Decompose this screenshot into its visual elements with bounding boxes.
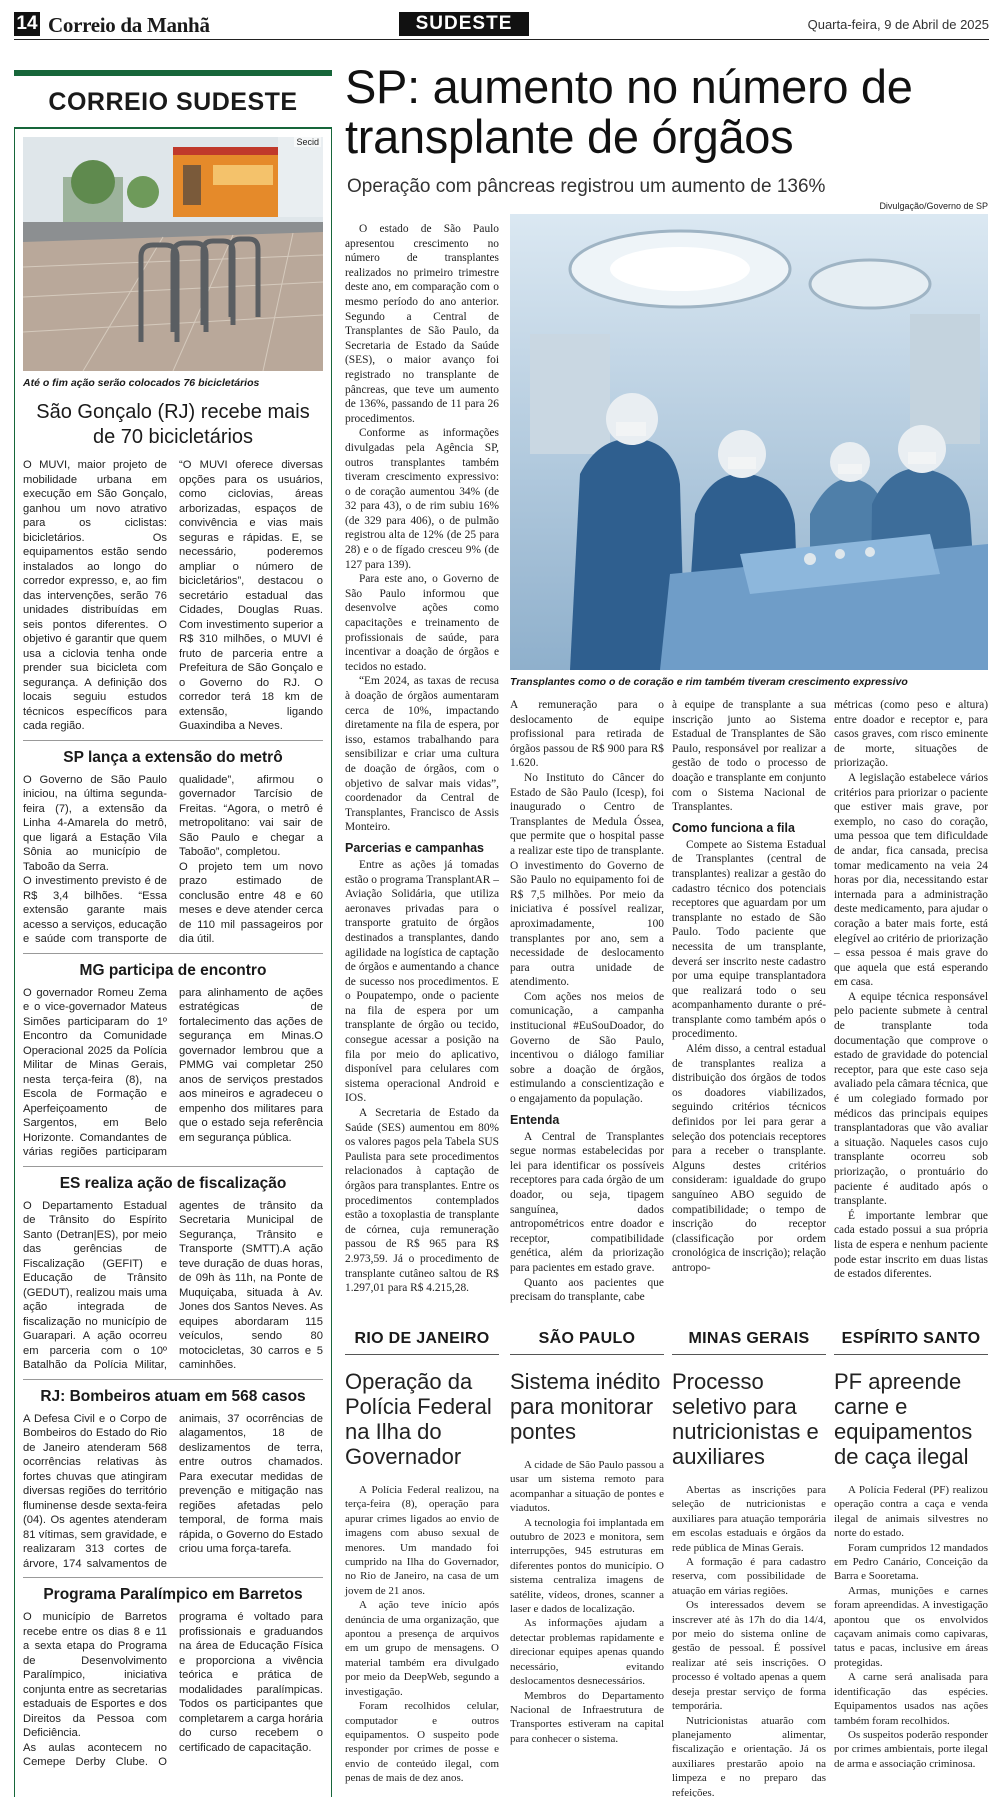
region-label: ESPÍRITO SANTO (834, 1330, 988, 1355)
region-body (345, 1483, 499, 1786)
surgery-illustration (510, 214, 988, 670)
paragraph: Armas, munições e carnes foram apreendidas. A investigação apontou que os envolvidos caçavam animais como capivaras, tatus e pacas, inclusive em áreas protegidas. (834, 1584, 988, 1669)
paragraph: A legislação estabelece vários critérios para priorizar o paciente que estiver mais grave, por exemplo, no caso do coração, uma pessoa que tem dificuldade de andar, fica cansada, precisa tomar medicamento na veia 24 horas por dia, necessitando estar internada para a administração deste medicamento, para ajudar o coração a bater mais forte, está elegível ao critério de priorização – essa pessoa é mais grave do que aquela que está esperando em casa. (834, 771, 988, 989)
paragraph: É importante lembrar que cada estado possui a sua própria lista de espera e nenhum paciente pode estar inscrito em duas listas de estados diferentes. (834, 1209, 988, 1281)
sidebar-box (14, 127, 332, 1797)
sidebar-photo-caption: Até o fim ação serão colocados 76 bicicletários (23, 377, 260, 389)
paragraph: A equipe técnica responsável pelo paciente submete à central de transplante toda documentação que comprove o estado de gravidade do potencial receptor, para que este caso seja avaliado pela câmara técnica, que é um colegiado formado por médicos das principais equipes transplantadoras que vão avaliar a situação. Naqueles casos cujo transplante ocorreu sob priorização, o prontuário do paciente é auditado após o transplante. (834, 990, 988, 1208)
paragraph: “O MUVI oferece diversas opções para os usuários, como ciclovias, áreas arborizadas, espaços de convivência e vias mais seguras e rápidas. E, se necessário, poderemos ampliar o número de bicicletários”, destacou o secretário estadual das Cidades, Douglas Ruas. Com investimento superior a R$ 310 milhões, o MUVI é fruto de parceria entre a Prefeitura de São Gonçalo e o Governo do RJ. O corredor terá 18 km de extensão, ligando Guaxindiba a Neves. (179, 459, 323, 732)
story-headline-barretos: Programa Paralímpico em Barretos (43, 1586, 303, 1603)
main-column-4 (834, 698, 988, 1282)
divider (23, 740, 323, 741)
paragraph: A Polícia Federal (PF) realizou operação contra a caça e venda ilegal de animais silvestres no norte do estado. (834, 1484, 988, 1540)
paragraph: métricas (como peso e altura) entre doador e receptor e, para casos graves, com risco eminente de morte, situações de priorização. (834, 699, 988, 770)
bike-rack-illustration (23, 137, 323, 371)
story-headline-es: ES realiza ação de fiscalização (59, 1174, 287, 1192)
section-name: SUDESTE (399, 12, 529, 36)
subhead-como-funciona: Como funciona a fila (672, 820, 795, 835)
newspaper-name: Correio da Manhã (48, 13, 210, 37)
region-label: RIO DE JANEIRO (345, 1330, 499, 1355)
main-photo-credit: Divulgação/Governo de SP (879, 201, 988, 211)
region-headline: Processo seletivo para nutricionistas e auxiliares (672, 1369, 819, 1469)
bike-rack-photo (23, 137, 323, 371)
paragraph: Além disso, a central estadual de transplantes realiza a distribuição dos órgãos de todos os doadores viabilizados, seguindo critérios técnicos definidos por lei para gerar a seleção dos potenciais receptores para a receber o transplante. Alguns destes critérios consideram: igualdade do grupo sanguíneo ABO seguido de compatibilidade; o tempo de inscrição do receptor (classificação por ordem cronológica de inscrição); relação antropo- (672, 1043, 827, 1274)
region-minas-gerais (672, 1330, 826, 1797)
main-column-3 (672, 698, 826, 1276)
story-body-barretos (23, 1610, 323, 1770)
paragraph: Quanto aos pacientes que precisam do transplante, cabe (510, 1276, 664, 1304)
paragraph: Conforme as informações divulgadas pela Agência SP, outros transplantes também tiveram crescimento expressivo: o de coração aumentou 34% (de 32 para 43), o de rim subiu 16% (de 329 para 406), o de pulmão registrou alta de 12% (de 25 para 28) e o de fígado cresceu 9% (de 127 para 139). (345, 427, 499, 571)
paragraph: A Central de Transplantes segue normas estabelecidas por lei para identificar os possíveis receptores para cada órgão de um doador, ou seja, tipagem sanguínea, dados antropométricos entre doador e receptor, compatibilidade genética, além da priorização para pacientes em estado grave. (510, 1130, 664, 1274)
paragraph: A Polícia Federal realizou, na terça-feira (8), operação para apurar crimes ligados ao envio de imagens com abuso sexual de menores. Um mandado foi cumprido na Ilha do Governador, no Rio de Janeiro, na casa de um jovem de 21 anos. (345, 1484, 499, 1597)
story-headline-mg: MG participa de encontro (79, 961, 267, 979)
paragraph: O Governo de São Paulo iniciou, na última segunda-feira (7), a extensão da Linha 4-Amarela do metrô, que ligará a Estação Vila Sônia ao município de Taboão da Serra. (23, 773, 167, 873)
paragraph: Membros do Departamento Nacional de Infraestrutura de Transportes estiveram na capital para conhecer o sistema. (510, 1689, 664, 1745)
main-subhead: Operação com pâncreas registrou um aumento de 136% (347, 176, 826, 197)
story-body-sao-goncalo (23, 458, 323, 734)
story-body-es (23, 1199, 323, 1373)
paragraph: A Secretaria de Estado da Saúde (SES) aumentou em 80% os valores pagos pela Tabela SUS Paulista para sete procedimentos relacionados à captação de órgãos para transplantes. Entre os procedimentos contemplados estão a toxoplastia de transplante de córnea, cuja remuneração passou de R$ 965 para R$ 2.973,59. Já o procedimento de transplante cutâneo saltou de R$ 1.297,01 para R$ 4.215,28. (345, 1107, 499, 1295)
region-headline: Operação da Polícia Federal na Ilha do Governador (345, 1369, 492, 1469)
divider (23, 1379, 323, 1380)
paragraph: Abertas as inscrições para seleção de nutricionistas e auxiliares para atuação temporária em escolas estaduais e órgãos da rede pública de Minas Gerais. (672, 1484, 826, 1554)
region-sao-paulo (510, 1330, 664, 1746)
surgery-photo (510, 214, 988, 670)
paragraph: As aulas acontecem no Cemepe Derby Clube. O programa é voltado para profissionais e graduandos na área de Educação Física e proporciona a vivência teórica e prática de modalidades paralímpicas. Todos os participantes que completarem a carga horária do curso recebem o certificado de capacitação. (23, 1611, 323, 1768)
paragraph: Os suspeitos poderão responder por crimes ambientais, porte ilegal de arma e associação criminosa. (834, 1728, 988, 1770)
story-headline-bombeiros: RJ: Bombeiros atuam em 568 casos (40, 1387, 306, 1405)
region-body (510, 1458, 664, 1746)
subhead-entenda: Entenda (510, 1112, 560, 1127)
paragraph: Compete ao Sistema Estadual de Transplantes (central de transplantes) realizar a gestão do cadastro técnico dos potenciais receptores que aguardam por um transplante no estado de São Paulo. Todo paciente que necessita de um transplante, deverá ser inscrito neste cadastro por uma equipe transplantadora que realizará todo o seu acompanhamento durante o pré-transplante como também após o procedimento. (672, 838, 826, 1041)
paragraph: A formação é para cadastro reserva, com possibilidade de atuação em várias regiões. (672, 1556, 826, 1597)
masthead (14, 12, 989, 40)
paragraph: à equipe de transplante a sua inscrição junto ao Sistema Estadual de Transplantes de São Paulo, responsável por realizar a gestão de todo o processo de doação e transplante em conjunto com o Sistema Nacional de Transplantes. (672, 699, 826, 814)
story-body-metro (23, 773, 323, 947)
region-espirito-santo (834, 1330, 988, 1771)
paragraph: Nutricionistas atuarão com planejamento alimentar, fiscalização e orientação. Já os auxiliares prestarão apoio na limpeza e no preparo das refeições. (672, 1714, 826, 1797)
sidebar-photo-credit: Secid (296, 137, 319, 147)
divider (23, 1577, 323, 1578)
main-headline: SP: aumento no número de transplante de órgãos (345, 60, 913, 163)
paragraph: No Instituto do Câncer do Estado de São Paulo (Icesp), foi inaugurado o Centro de Transplantes de Medula Óssea, que permite que o hospital passe a realizar este tipo de transplante. O investimento do Governo de São Paulo no equipamento foi de R$ 7,5 milhões. Por meio da iniciativa é possível realizar, aproximadamente, 100 transplantes por ano, sem a necessidade de deslocamento para outra unidade de atendimento. (510, 771, 664, 989)
story-body-bombeiros (23, 1412, 323, 1572)
paragraph: O investimento previsto é de R$ 3,4 bilhões. “Essa extensão garante mais acesso a serviços, educação e saúde com transporte de qualidade”, afirmou o governador Tarcísio de Freitas. “Agora, o metrô é metropolitano: vai sair de São Paulo e chegar a Taboão”, completou. (23, 773, 323, 945)
main-column-2 (510, 698, 664, 1305)
paragraph: Os interessados devem se inscrever até às 17h do dia 14/4, por meio do sistema online de gestão de pessoal. É possível realizar até seis inscrições. O processo é voltado apenas a quem deseja prestar serviço de forma temporária. (672, 1599, 826, 1713)
paragraph: O MUVI, maior projeto de mobilidade urbana em execução em São Gonçalo, ganhou um novo atrativo para os ciclistas: bicicletários. Os equipamentos estão sendo instalados ao longo do corredor expresso, e, ao fim das intervenções, serão 76 unidades distribuídas em seis pontos diferentes. O objetivo é garantir que quem usa a ciclovia tenha onde prender sua bicicleta com segurança. A definição dos locais seguiu estudos técnicos específicos para cada região. (23, 459, 167, 732)
paragraph: As informações ajudam a detectar problemas rapidamente e direcionar equipes apenas quando necessário, evitando deslocamentos desnecessários. (510, 1617, 664, 1688)
paragraph: A carne será analisada para identificação das espécies. Equipamentos usados nas ações também foram recolhidos. (834, 1671, 988, 1727)
paragraph: O município de Barretos recebe entre os dias 8 e 11 a sexta etapa do Programa de Desenvolvimento Paralímpico, iniciativa conjunta entre as secretarias estaduais de Esportes e dos Direitos da Pessoa com Deficiência. (23, 1611, 167, 1739)
paragraph: “Em 2024, as taxas de recusa à doação de órgãos aumentaram cerca de 10%, impactando diretamente na fila de espera, por isso, estamos trabalhando para sensibilizar e criar uma cultura de doação de órgãos, com o objetivo de salvar mais vidas”, coordenador da Central de Transplantes, Francisco de Assis Monteiro. (345, 675, 499, 834)
page-number: 14 (14, 12, 40, 36)
paragraph: O Departamento Estadual de Trânsito do Espírito Santo (Detran|ES), por meio das gerências de Fiscalização (GEFIT) e Educação de Trânsito (GEDUT), realizou mais uma ação integrada de fiscalização no município de Guarapari. A ação ocorreu em parceria com o 10º Batalhão da Polícia Militar, agentes de trânsito da Secretaria Municipal de Segurança, Trânsito e Transporte (SMTT).A ação teve duração de duas horas, de 09h às 11h, na Ponte de Muquiçaba, situada à Av. Jones dos Santos Neves. As equipes abordaram 115 veículos, sendo 80 motocicletas, 30 carros e 5 caminhões. (23, 1199, 323, 1371)
story-headline-metro: SP lança a extensão do metrô (63, 748, 283, 766)
region-headline: PF apreende carne e equipamentos de caça ilegal (834, 1369, 973, 1469)
paragraph: Com ações nos meios de comunicação, a campanha institucional #EuSouDoador, do Governo de São Paulo, incentivou o diálogo familiar sobre a doação de órgãos, estimulando a conscientização e o engajamento da população. (510, 990, 664, 1106)
paragraph: O governador Romeu Zema e o vice-governador Mateus Simões participaram do 1º Encontro da Comunidade Operacional 2025 da Polícia Militar de Minas Gerais, nesta terça-feira (8), na Escola de Formação e Aperfeiçoamento de Sargentos, em Belo Horizonte. Comandantes de várias regiões participaram para alinhamento de ações estratégicas de fortalecimento das ações de segurança em Minas.O governador lembrou que a PMMG vai completar 250 anos de serviços prestados aos mineiros e agradeceu o empenho dos militares para que o estado seja referência em segurança pública. (23, 986, 323, 1158)
main-photo-block (510, 201, 988, 672)
divider (23, 1166, 323, 1167)
divider (23, 953, 323, 954)
subhead-parcerias: Parcerias e campanhas (345, 840, 484, 855)
story-body-mg (23, 986, 323, 1160)
sidebar-title: CORREIO SUDESTE (48, 88, 298, 116)
main-photo-caption: Transplantes como o de coração e rim também tiveram crescimento expressivo (510, 676, 908, 688)
region-rio-de-janeiro (345, 1330, 499, 1786)
region-label: MINAS GERAIS (672, 1330, 826, 1355)
paragraph: O estado de São Paulo apresentou crescimento no número de transplantes realizados no primeiro trimestre deste ano, em comparação com o mesmo período do ano anterior. Segundo a Central de Transplantes de São Paulo, da Secretaria de Estado da Saúde (SES), o maior avanço foi registrado no transplante de pâncreas, que teve um aumento de 136%, passando de 11 para 26 procedimentos. (345, 223, 499, 425)
paragraph: A ação teve início após denúncia de uma organização, que apontou a presença de arquivos em um grupo de mensagens. O material também era divulgado por meio da DeepWeb, segundo a investigação. (345, 1599, 499, 1698)
paragraph: Foram recolhidos celular, computador e outros equipamentos. O suspeito pode responder por crimes de posse e envio de conteúdo ilegal, com penas de mais de dez anos. (345, 1700, 499, 1785)
paragraph: Para este ano, o Governo de São Paulo informou que desenvolve ações como capacitações e treinamento de profissionais de saúde, para incentivar a doação de órgãos e tecidos no estado. (345, 573, 499, 673)
paragraph: Entre as ações já tomadas estão o programa TransplantAR – Aviação Solidária, que utiliza aeronaves privadas para o transporte gratuito de órgãos destinados a transplantes, dando agilidade na logística de captação de órgãos e aumentando a chance de sucesso nos procedimentos. E o Poupatempo, onde o paciente na fila de espera por um transplante de órgão ou tecido, consegue acessar a posição na fila por meio do aplicativo, disponível para celulares com sistema operacional Android e IOS. (345, 858, 499, 1105)
paragraph: A tecnologia foi implantada em outubro de 2023 e monitora, sem interrupções, 945 estruturas em diferentes pontos do município. O sistema centraliza imagens de satélite, vídeos, drones, scanner a laser e dados de localização. (510, 1516, 664, 1616)
region-headline: Sistema inédito para monitorar pontes (510, 1369, 661, 1444)
paragraph: A Defesa Civil e o Corpo de Bombeiros do Estado do Rio de Janeiro atenderam 568 ocorrências relativas às fortes chuvas que atingiram diversas regiões do território fluminense desde sexta-feira (04). Os agentes atenderam 81 vítimas, sem gravidade, e realizaram 313 cortes de árvore, 174 salvamentos de animais, 37 ocorrências de alagamentos, 18 de deslizamentos de terra, entre outros chamados. Para executar medidas de prevenção e mitigação nas regiões afetadas pelo temporal, de forma mais rápida, o Governo do Estado criou uma força-tarefa. (23, 1412, 323, 1570)
paragraph: O projeto tem um novo prazo estimado de conclusão entre 48 e 60 meses e deve atender cerca de 110 mil passageiros por dia útil. (179, 860, 323, 945)
paragraph: Foram cumpridos 12 mandados em Pedro Canário, Conceição da Barra e Sooretama. (834, 1541, 988, 1583)
region-label: SÃO PAULO (510, 1330, 664, 1355)
main-column-1 (345, 222, 499, 1296)
paragraph: A cidade de São Paulo passou a usar um sistema remoto para acompanhar a situação de pontes e viadutos. (510, 1459, 664, 1515)
paragraph: A remuneração para o deslocamento de equipe profissional para retirada de órgãos passou de R$ 900 para R$ 1.620. (510, 699, 664, 770)
dateline: Quarta-feira, 9 de Abril de 2025 (807, 17, 989, 32)
story-headline-sao-goncalo: São Gonçalo (RJ) recebe mais de 70 bicicletários (36, 401, 310, 448)
sidebar-correio-sudeste (14, 70, 332, 1797)
region-body (834, 1483, 988, 1771)
region-body (672, 1483, 826, 1797)
